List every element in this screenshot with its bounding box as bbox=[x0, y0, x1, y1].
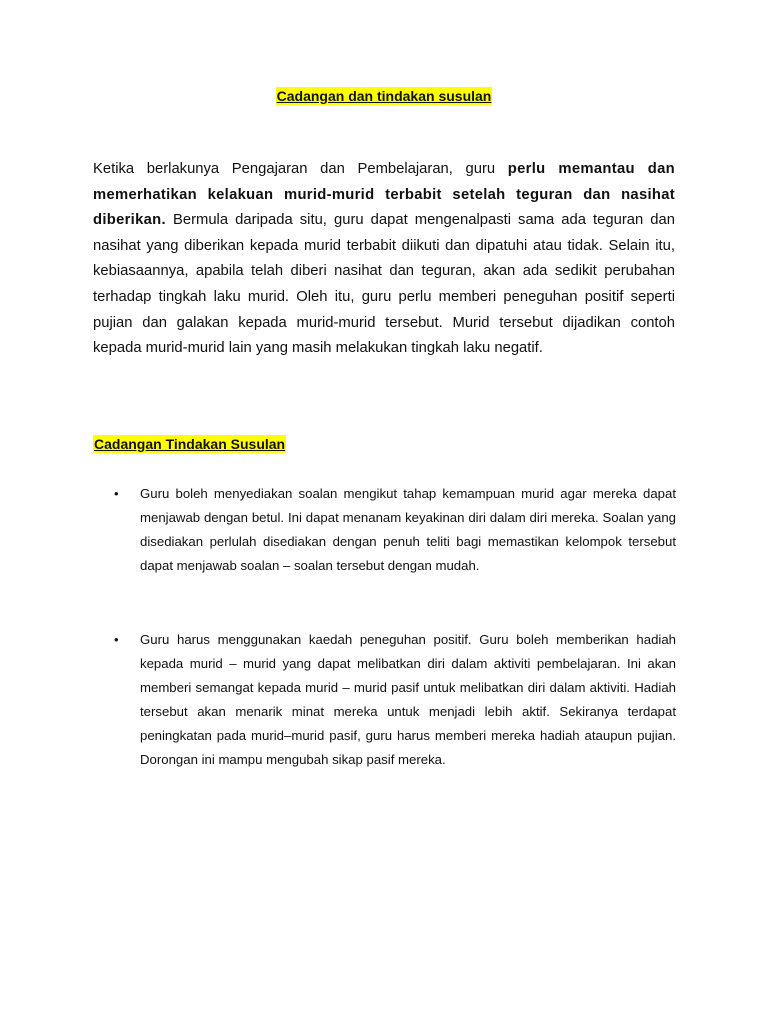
bullet-list-1 bbox=[114, 482, 676, 578]
bullet-list-2 bbox=[114, 628, 676, 772]
bullet-text: Guru harus menggunakan kaedah peneguhan positif. Guru boleh memberikan hadiah kepada murid – murid yang dapat melibatkan diri dalam aktiviti pembelajaran. Ini akan memberi semangat kepada murid – murid pasif untuk melibatkan diri dalam aktiviti. Hadiah tersebut akan menarik minat mereka untuk menjadi lebih aktif. Sekiranya terdapat peningkatan pada murid–murid pasif, guru harus memberi mereka hadiah ataupun pujian. Dorongan ini mampu mengubah sikap pasif mereka. bbox=[140, 632, 676, 767]
paragraph-text-start: Ketika berlakunya Pengajaran dan Pembelajaran, guru bbox=[93, 161, 508, 177]
bullet-icon: • bbox=[114, 632, 119, 647]
list-item bbox=[114, 628, 676, 772]
bullet-icon: • bbox=[114, 486, 119, 501]
page-title: Cadangan dan tindakan susulan bbox=[276, 88, 492, 104]
title-container bbox=[0, 88, 768, 106]
bullet-text: Guru boleh menyediakan soalan mengikut tahap kemampuan murid agar mereka dapat menjawab dengan betul. Ini dapat menanam keyakinan diri dalam diri mereka. Soalan yang disediakan perlulah disediakan dengan penuh teliti bagi memastikan kelompok tersebut dapat menjawab soalan – soalan tersebut dengan mudah. bbox=[140, 486, 676, 573]
paragraph-bold-text: perlu memantau dan memerhatikan kelakuan murid-murid terbabit setelah teguran dan nasihat diberikan. bbox=[93, 161, 675, 229]
subheading-container bbox=[93, 436, 286, 452]
body-paragraph bbox=[93, 157, 675, 362]
paragraph-text-end: Bermula daripada situ, guru dapat mengenalpasti sama ada teguran dan nasihat yang diberikan kepada murid terbabit diikuti dan dipatuhi atau tidak. Selain itu, kebiasaannya, apabila telah diberi nasihat dan teguran, akan ada sedikit perubahan terhadap tingkah laku murid. Oleh itu, guru perlu memberi peneguhan positif seperti pujian dan galakan kepada murid-murid tersebut. Murid tersebut dijadikan contoh kepada murid-murid lain yang masih melakukan tingkah laku negatif. bbox=[93, 212, 675, 357]
list-item bbox=[114, 482, 676, 578]
section-subheading: Cadangan Tindakan Susulan bbox=[94, 436, 286, 452]
